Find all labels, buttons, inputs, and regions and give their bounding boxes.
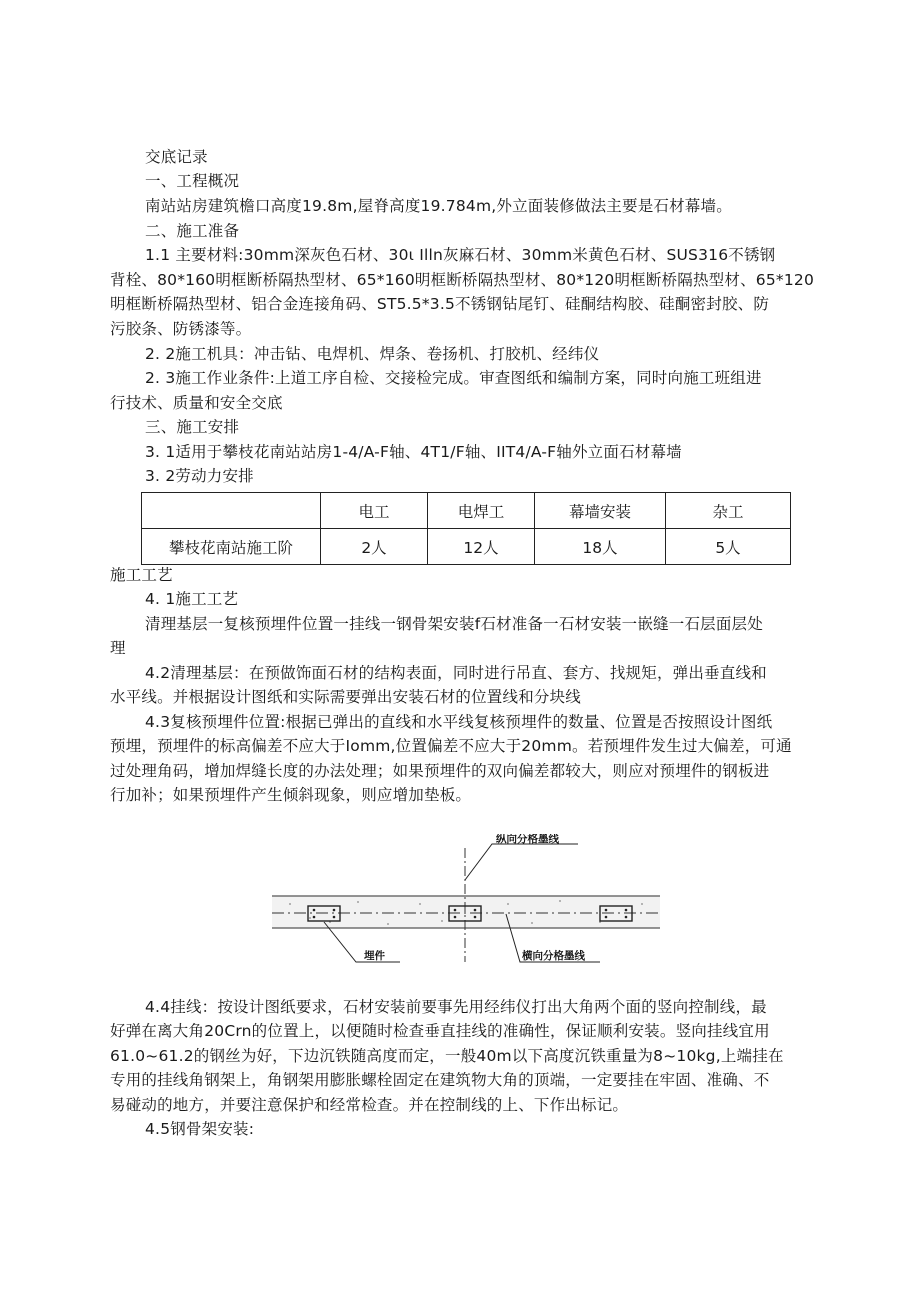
project-overview-text: 南站站房建筑檐口高度19.8m,屋脊高度19.784m,外立面装修做法主要是石材幕墙。 [145, 197, 732, 215]
clean-base-line: 水平线。并根据设计图纸和实际需要弹出安装石材的位置线和分块线 [110, 688, 582, 706]
hang-line-text: 专用的挂线角钢架上，角钢架用膨胀螺栓固定在建筑物大角的顶端，一定要挂在牢固、准确、不 [110, 1071, 770, 1089]
wall-band [272, 896, 660, 928]
doc-heading: 交底记录 [145, 148, 208, 166]
conditions-line: 行技术、质量和安全交底 [110, 394, 283, 412]
check-embed-line: 行加补；如果预埋件产生倾斜现象，则应增加垫板。 [110, 786, 472, 804]
label-horizontal-grid: 横向分格墨线 [522, 950, 585, 962]
label-vertical-grid: 纵向分格墨线 [496, 834, 559, 845]
label-embed: 埋件 [364, 950, 385, 962]
table-cell: 18人 [535, 529, 666, 565]
table-header-cell: 电工 [321, 493, 428, 529]
hang-line-text: 4.4挂线：按设计图纸要求，石材安装前要事先用经纬仪打出大角两个面的竖向控制线，最 [145, 998, 767, 1016]
table-cell: 5人 [666, 529, 791, 565]
hang-line-text: 好弹在离大角20Crn的位置上，以便随时检查垂直挂线的准确性，保证顺利安装。竖向挂线宜用 [110, 1022, 770, 1040]
hang-line-text: 易碰动的地方，并要注意保护和经常检查。并在控制线的上、下作出标记。 [110, 1096, 629, 1114]
table-cell: 12人 [428, 529, 535, 565]
table-header-cell: 电焊工 [428, 493, 535, 529]
labor-table [141, 492, 791, 565]
table-row [142, 529, 791, 565]
process-line: 理 [110, 639, 126, 657]
clean-base-line: 4.2清理基层：在预做饰面石材的结构表面，同时进行吊直、套方、找规矩，弹出垂直线和 [145, 664, 767, 682]
materials-line: 1.1 主要材料:30mm深灰色石材、30ι Illn灰麻石材、30mm米黄色石材、SUS316不锈钢 [145, 246, 776, 264]
leader-vertical [465, 844, 578, 880]
conditions-line: 2. 3施工作业条件:上道工序自检、交接检完成。审查图纸和编制方案，同时向施工班组进 [145, 369, 762, 387]
table-header-cell: 杂工 [666, 493, 791, 529]
section-4-title: 施工工艺 [110, 566, 173, 584]
section-3-title: 三、施工安排 [145, 418, 240, 436]
materials-line: 污胶条、防锈漆等。 [110, 320, 252, 338]
check-embed-line: 过处理角码，增加焊缝长度的办法处理；如果预埋件的双向偏差都较大，则应对预埋件的钢板进 [110, 762, 770, 780]
tools-line: 2. 2施工机具：冲击钻、电焊机、焊条、卷扬机、打胶机、经纬仪 [145, 345, 600, 363]
embed-layout-figure [270, 834, 662, 972]
section-1-title: 一、工程概况 [145, 172, 240, 190]
table-header-cell: 幕墙安装 [535, 493, 666, 529]
table-header-row [142, 493, 791, 529]
process-line: 清理基层一复核预埋件位置一挂线一钢骨架安装f石材准备一石材安装一嵌缝一石层面层处 [145, 615, 763, 633]
check-embed-line: 4.3复核预埋件位置:根据已弹出的直线和水平线复核预埋件的数量、位置是否按照设计图纸 [145, 713, 773, 731]
steel-frame-title: 4.5钢骨架安装: [145, 1120, 255, 1138]
hang-line-text: 61.0~61.2的钢丝为好，下边沉铁随高度而定，一般40m以下高度沉铁重量为8~10kg,上端挂在 [110, 1047, 784, 1065]
table-cell: 2人 [321, 529, 428, 565]
table-cell: 攀枝花南站施工阶 [142, 529, 321, 565]
labor-title: 3. 2劳动力安排 [145, 467, 254, 485]
materials-line: 明框断桥隔热型材、铝合金连接角码、ST5.5*3.5不锈钢钻尾钉、硅酮结构胶、硅酮密封胶、防 [110, 295, 770, 313]
section-2-title: 二、施工准备 [145, 222, 240, 240]
scope-line: 3. 1适用于攀枝花南站站房1-4/A-F轴、4T1/F轴、IIT4/A-F轴外立面石材幕墙 [145, 443, 682, 461]
materials-line: 背栓、80*160明框断桥隔热型材、65*160明框断桥隔热型材、80*120明框断桥隔热型材、65*120 [110, 271, 815, 289]
table-header-cell [142, 493, 321, 529]
check-embed-line: 预埋，预埋件的标高偏差不应大于Iomm,位置偏差不应大于20mm。若预埋件发生过大偏差，可通 [110, 737, 792, 755]
process-subtitle: 4. 1施工工艺 [145, 590, 239, 608]
